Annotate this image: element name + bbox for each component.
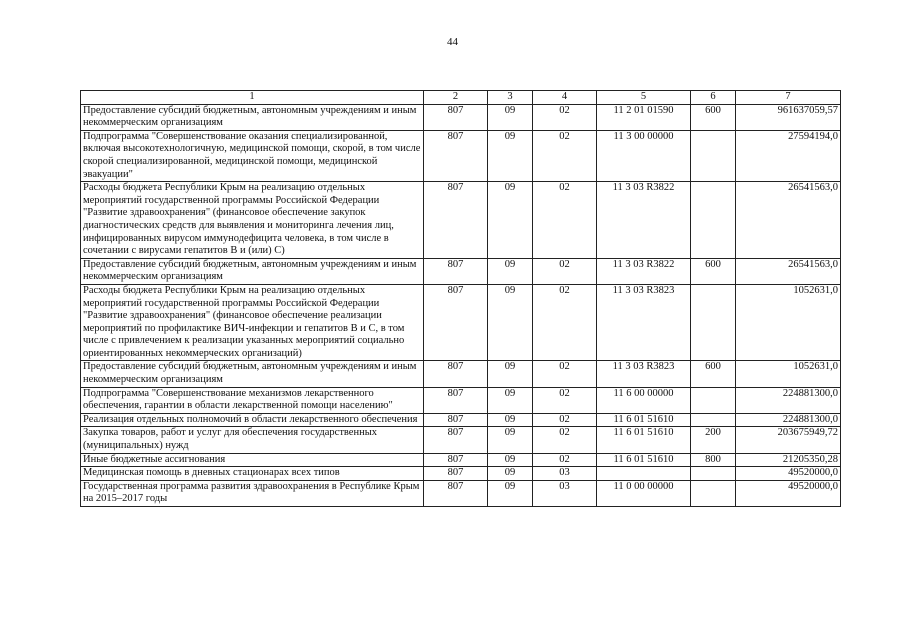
column-header: 6 bbox=[691, 91, 736, 105]
target-article-code-cell bbox=[597, 467, 691, 481]
amount-cell: 27594194,0 bbox=[736, 130, 841, 181]
target-article-code-cell: 11 3 03 R3822 bbox=[597, 258, 691, 284]
section-code-cell: 09 bbox=[488, 258, 533, 284]
column-header: 7 bbox=[736, 91, 841, 105]
expense-type-code-cell bbox=[691, 467, 736, 481]
item-name-cell: Реализация отдельных полномочий в области лекарственного обеспечения bbox=[81, 413, 424, 427]
expense-type-code-cell bbox=[691, 413, 736, 427]
subsection-code-cell: 03 bbox=[533, 467, 597, 481]
amount-cell: 1052631,0 bbox=[736, 284, 841, 361]
expense-type-code-cell: 600 bbox=[691, 258, 736, 284]
amount-cell: 26541563,0 bbox=[736, 258, 841, 284]
admin-code-cell: 807 bbox=[424, 182, 488, 259]
section-code-cell: 09 bbox=[488, 480, 533, 506]
section-code-cell: 09 bbox=[488, 413, 533, 427]
subsection-code-cell: 02 bbox=[533, 104, 597, 130]
expense-type-code-cell bbox=[691, 182, 736, 259]
item-name-cell: Медицинская помощь в дневных стационарах всех типов bbox=[81, 467, 424, 481]
table-row bbox=[81, 427, 841, 453]
section-code-cell: 09 bbox=[488, 104, 533, 130]
section-code-cell: 09 bbox=[488, 130, 533, 181]
section-code-cell: 09 bbox=[488, 182, 533, 259]
admin-code-cell: 807 bbox=[424, 467, 488, 481]
expense-type-code-cell: 600 bbox=[691, 104, 736, 130]
item-name-cell: Подпрограмма "Совершенствование оказания специализированной, включая высокотехнологичную, медицинской помощи, скорой, в том числе скорой специализированной, медицинской помощи, медицинской эвакуации" bbox=[81, 130, 424, 181]
expense-type-code-cell bbox=[691, 480, 736, 506]
item-name-cell: Расходы бюджета Республики Крым на реализацию отдельных мероприятий государственной программы Российской Федерации "Развитие здравоохранения" (финансовое обеспечение закупок диагностических средств для выявления и мониторинга лечения лиц, инфицированных вирусом иммунодефицита человека, в том числе в сочетании с вирусами гепатитов В и (или) С) bbox=[81, 182, 424, 259]
target-article-code-cell: 11 3 03 R3823 bbox=[597, 284, 691, 361]
expense-type-code-cell: 600 bbox=[691, 361, 736, 387]
table-row bbox=[81, 104, 841, 130]
section-code-cell: 09 bbox=[488, 427, 533, 453]
target-article-code-cell: 11 6 01 51610 bbox=[597, 427, 691, 453]
column-header: 2 bbox=[424, 91, 488, 105]
item-name-cell: Закупка товаров, работ и услуг для обеспечения государственных (муниципальных) нужд bbox=[81, 427, 424, 453]
admin-code-cell: 807 bbox=[424, 480, 488, 506]
table-row bbox=[81, 467, 841, 481]
target-article-code-cell: 11 2 01 01590 bbox=[597, 104, 691, 130]
table-row bbox=[81, 182, 841, 259]
amount-cell: 203675949,72 bbox=[736, 427, 841, 453]
amount-cell: 49520000,0 bbox=[736, 480, 841, 506]
item-name-cell: Расходы бюджета Республики Крым на реализацию отдельных мероприятий государственной программы Российской Федерации "Развитие здравоохранения" (финансовое обеспечение реализации мероприятий по профилактике ВИЧ-инфекции и гепатитов В и С, в том числе с привлечением к реализации указанных мероприятий социально ориентированных некоммерческих организаций) bbox=[81, 284, 424, 361]
table-row bbox=[81, 480, 841, 506]
subsection-code-cell: 02 bbox=[533, 130, 597, 181]
expense-type-code-cell bbox=[691, 387, 736, 413]
target-article-code-cell: 11 6 01 51610 bbox=[597, 453, 691, 467]
admin-code-cell: 807 bbox=[424, 284, 488, 361]
subsection-code-cell: 02 bbox=[533, 361, 597, 387]
table-row bbox=[81, 387, 841, 413]
amount-cell: 224881300,0 bbox=[736, 413, 841, 427]
target-article-code-cell: 11 3 03 R3822 bbox=[597, 182, 691, 259]
admin-code-cell: 807 bbox=[424, 413, 488, 427]
admin-code-cell: 807 bbox=[424, 104, 488, 130]
expense-type-code-cell: 800 bbox=[691, 453, 736, 467]
amount-cell: 224881300,0 bbox=[736, 387, 841, 413]
header-row bbox=[81, 91, 841, 105]
amount-cell: 961637059,57 bbox=[736, 104, 841, 130]
budget-table bbox=[80, 90, 841, 507]
table-row bbox=[81, 284, 841, 361]
item-name-cell: Предоставление субсидий бюджетным, автономным учреждениям и иным некоммерческим организациям bbox=[81, 258, 424, 284]
column-header: 4 bbox=[533, 91, 597, 105]
admin-code-cell: 807 bbox=[424, 427, 488, 453]
table-row bbox=[81, 258, 841, 284]
target-article-code-cell: 11 0 00 00000 bbox=[597, 480, 691, 506]
admin-code-cell: 807 bbox=[424, 130, 488, 181]
admin-code-cell: 807 bbox=[424, 258, 488, 284]
page-number: 44 bbox=[447, 36, 458, 48]
amount-cell: 26541563,0 bbox=[736, 182, 841, 259]
subsection-code-cell: 02 bbox=[533, 387, 597, 413]
expense-type-code-cell bbox=[691, 130, 736, 181]
subsection-code-cell: 02 bbox=[533, 413, 597, 427]
item-name-cell: Государственная программа развития здравоохранения в Республике Крым на 2015–2017 годы bbox=[81, 480, 424, 506]
column-header: 1 bbox=[81, 91, 424, 105]
subsection-code-cell: 02 bbox=[533, 284, 597, 361]
subsection-code-cell: 03 bbox=[533, 480, 597, 506]
target-article-code-cell: 11 3 03 R3823 bbox=[597, 361, 691, 387]
admin-code-cell: 807 bbox=[424, 453, 488, 467]
section-code-cell: 09 bbox=[488, 467, 533, 481]
table-row bbox=[81, 361, 841, 387]
item-name-cell: Предоставление субсидий бюджетным, автономным учреждениям и иным некоммерческим организациям bbox=[81, 361, 424, 387]
expense-type-code-cell bbox=[691, 284, 736, 361]
item-name-cell: Предоставление субсидий бюджетным, автономным учреждениям и иным некоммерческим организациям bbox=[81, 104, 424, 130]
target-article-code-cell: 11 3 00 00000 bbox=[597, 130, 691, 181]
amount-cell: 49520000,0 bbox=[736, 467, 841, 481]
subsection-code-cell: 02 bbox=[533, 258, 597, 284]
table-row bbox=[81, 413, 841, 427]
admin-code-cell: 807 bbox=[424, 387, 488, 413]
subsection-code-cell: 02 bbox=[533, 453, 597, 467]
amount-cell: 21205350,28 bbox=[736, 453, 841, 467]
section-code-cell: 09 bbox=[488, 453, 533, 467]
item-name-cell: Иные бюджетные ассигнования bbox=[81, 453, 424, 467]
target-article-code-cell: 11 6 00 00000 bbox=[597, 387, 691, 413]
subsection-code-cell: 02 bbox=[533, 427, 597, 453]
column-header: 3 bbox=[488, 91, 533, 105]
section-code-cell: 09 bbox=[488, 284, 533, 361]
target-article-code-cell: 11 6 01 51610 bbox=[597, 413, 691, 427]
section-code-cell: 09 bbox=[488, 361, 533, 387]
amount-cell: 1052631,0 bbox=[736, 361, 841, 387]
expense-type-code-cell: 200 bbox=[691, 427, 736, 453]
admin-code-cell: 807 bbox=[424, 361, 488, 387]
subsection-code-cell: 02 bbox=[533, 182, 597, 259]
item-name-cell: Подпрограмма "Совершенствование механизмов лекарственного обеспечения, гарантии в области лекарственной помощи населению" bbox=[81, 387, 424, 413]
table-row bbox=[81, 453, 841, 467]
table-body bbox=[81, 104, 841, 506]
column-header: 5 bbox=[597, 91, 691, 105]
section-code-cell: 09 bbox=[488, 387, 533, 413]
table-row bbox=[81, 130, 841, 181]
